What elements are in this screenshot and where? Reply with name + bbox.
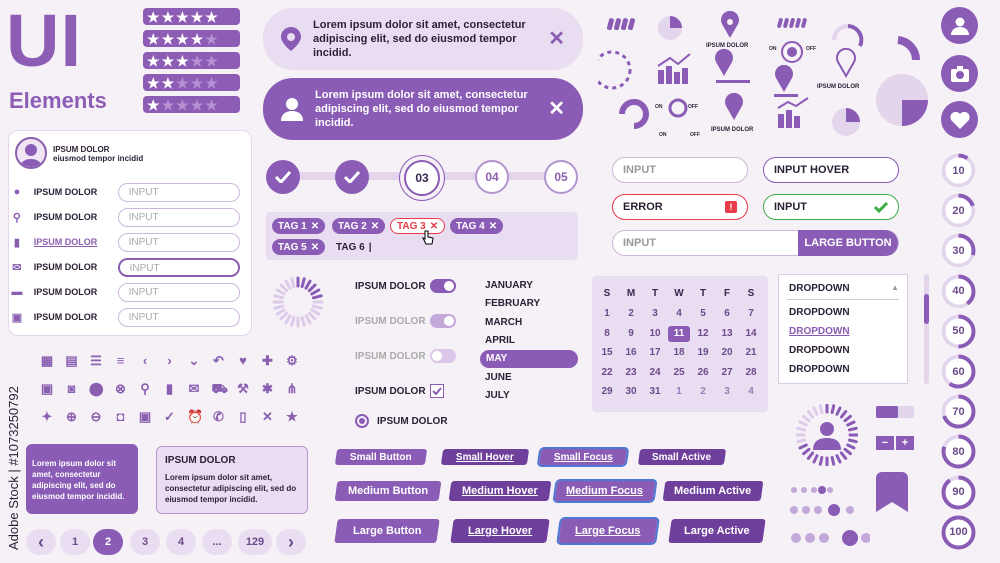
error-icon: !	[725, 201, 737, 213]
close-icon[interactable]: ✕	[370, 220, 380, 232]
page-title: UI	[6, 0, 82, 82]
text-input[interactable]: INPUT	[118, 233, 240, 252]
calendar-day[interactable]: 27	[721, 366, 733, 378]
chat-icon: ▬	[11, 286, 23, 298]
page-subtitle: Elements	[9, 88, 107, 113]
calendar-day[interactable]: 12	[697, 327, 709, 339]
calendar-day[interactable]: 19	[697, 347, 709, 358]
tag-chip[interactable]: TAG 2 ✕	[332, 218, 385, 234]
dropdown-option[interactable]: DROPDOWN	[789, 345, 850, 356]
tag-chip-error[interactable]: TAG 3 ✕	[390, 218, 445, 234]
star-rating[interactable]	[143, 96, 240, 113]
star-rating[interactable]	[143, 8, 240, 25]
radio-row[interactable]: IPSUM DOLOR	[355, 414, 448, 428]
minus-circle-icon[interactable]: ⊖	[90, 409, 102, 424]
calendar-day[interactable]: 20	[721, 347, 733, 358]
progress-circle: 50	[941, 314, 976, 349]
progress-circle: 20	[941, 193, 976, 228]
notification-text: Lorem ipsum dolor sit amet, consectetur adipiscing elit, sed do eiusmod tempor incidid.	[313, 19, 526, 59]
check-icon	[874, 202, 888, 213]
toggle-row[interactable]: IPSUM DOLOR	[355, 279, 456, 293]
weekday-header: T	[699, 288, 707, 299]
toggle-row[interactable]: IPSUM DOLOR	[355, 314, 456, 328]
star-icon[interactable]: ★	[147, 74, 160, 91]
small-button[interactable]: Small Button	[335, 449, 427, 465]
tag-chip[interactable]: TAG 5 ✕	[272, 239, 325, 255]
notification-light	[263, 8, 583, 70]
alarm-icon[interactable]: ⏰	[187, 409, 204, 424]
lock-icon[interactable]: ▣	[138, 409, 152, 424]
calendar-day[interactable]: 8	[604, 327, 610, 339]
star-icon[interactable]: ★	[190, 52, 204, 69]
field-label: IPSUM DOLOR	[33, 312, 98, 322]
star-icon[interactable]: ★	[205, 8, 218, 25]
calendar-day[interactable]: 31	[649, 386, 661, 397]
field-label: IPSUM DOLOR	[33, 212, 98, 222]
chevron-right-icon[interactable]: ›	[167, 353, 172, 368]
chevron-down-icon[interactable]: ⌄	[188, 353, 200, 368]
small-button-focus[interactable]: Small Focus	[539, 449, 627, 465]
pagination-page[interactable]: 1	[60, 529, 90, 555]
calendar	[592, 276, 768, 412]
camera-icon[interactable]: ◙	[67, 381, 76, 396]
pagination-page[interactable]: 4	[166, 529, 196, 555]
star-icon[interactable]: ★	[190, 74, 204, 91]
star-icon[interactable]: ★	[147, 30, 160, 47]
check-icon	[432, 387, 442, 395]
calendar-day[interactable]: 3	[652, 308, 658, 319]
calendar-day[interactable]: 22	[601, 366, 613, 378]
user-avatar-button[interactable]	[941, 7, 978, 44]
apps-icon[interactable]: ▤	[65, 353, 78, 368]
mail-icon[interactable]: ✉	[188, 381, 200, 396]
weekday-header: M	[626, 288, 636, 299]
text-input-valid[interactable]: INPUT	[763, 194, 899, 220]
wrench-icon[interactable]: ⚒	[237, 381, 249, 396]
calendar-day[interactable]: 11	[668, 326, 690, 342]
star-icon[interactable]: ★	[205, 30, 218, 47]
progress-circle: 10	[941, 153, 976, 188]
weekday-header: S	[603, 288, 611, 299]
star-icon[interactable]: ★	[176, 30, 189, 47]
pagination-page[interactable]: 2	[93, 529, 123, 555]
text-input[interactable]: INPUT	[118, 283, 240, 302]
user-icon	[281, 97, 303, 121]
dropdown-menu[interactable]	[778, 274, 908, 384]
watermark-text: Adobe Stock | #1073250792	[6, 386, 21, 550]
medium-button-active[interactable]: Medium Active	[663, 481, 764, 501]
user-icon	[951, 17, 969, 35]
star-icon[interactable]: ★	[286, 409, 298, 424]
star-rating[interactable]	[143, 74, 240, 91]
undo-icon[interactable]: ↶	[213, 353, 224, 368]
month-option[interactable]: MARCH	[485, 316, 523, 328]
step-complete[interactable]	[266, 160, 300, 194]
progress-circle: 60	[941, 354, 976, 389]
star-icon[interactable]: ★	[190, 96, 204, 113]
star-icon[interactable]: ★	[176, 74, 189, 91]
notification-dark	[263, 78, 583, 140]
month-option[interactable]: APRIL	[485, 334, 515, 346]
search-icon[interactable]: ⚲	[140, 381, 150, 396]
close-icon[interactable]: ✕	[310, 220, 320, 232]
location-icon[interactable]: ⬤	[89, 381, 104, 396]
calendar-day[interactable]: 2	[628, 308, 634, 319]
progress-circle: 100	[941, 515, 976, 550]
medium-button-hover[interactable]: Medium Hover	[449, 481, 552, 501]
weekday-header: F	[723, 288, 731, 299]
calendar-day[interactable]: 15	[601, 347, 613, 358]
check-icon	[275, 171, 291, 183]
off-label: OFF	[688, 104, 698, 110]
month-option[interactable]: JUNE	[485, 371, 512, 383]
heart-icon[interactable]: ♥	[239, 353, 247, 368]
loading-spinner-icon	[272, 276, 324, 328]
calendar-day[interactable]: 4	[676, 308, 682, 319]
large-button-hover[interactable]: Large Hover	[450, 519, 549, 543]
form-row	[10, 232, 240, 252]
on-label: ON	[655, 104, 663, 110]
star-icon[interactable]: ★	[161, 8, 175, 25]
dropdown-option[interactable]: DROPDOWN	[789, 364, 850, 375]
gear-icon[interactable]: ⚙	[286, 353, 298, 368]
cart-icon[interactable]: ⛟	[211, 381, 228, 396]
progress-circle: 30	[941, 233, 976, 268]
progress-circle: 80	[941, 434, 976, 469]
text-input[interactable]: INPUT	[118, 208, 240, 227]
progress-circle: 40	[941, 274, 976, 309]
star-icon[interactable]: ★	[176, 52, 189, 69]
progress-bar	[876, 406, 914, 418]
step-current[interactable]: 03	[404, 160, 440, 196]
settings-icon[interactable]: ✱	[262, 381, 273, 396]
bookmark-icon	[876, 472, 908, 512]
mail-icon: ✉	[12, 261, 22, 274]
calendar-day[interactable]: 14	[745, 327, 757, 339]
field-label: IPSUM DOLOR	[33, 187, 98, 197]
calendar-day[interactable]: 7	[748, 308, 754, 319]
scrollbar-track[interactable]	[924, 274, 929, 384]
tag-chip[interactable]: TAG 1 ✕	[272, 218, 325, 234]
close-icon[interactable]: ✕	[310, 241, 320, 253]
phone-icon[interactable]: ✆	[213, 409, 224, 424]
field-label: IPSUM DOLOR	[33, 262, 98, 272]
input-with-button[interactable]: INPUT LARGE BUTTON	[612, 230, 899, 256]
step-upcoming[interactable]: 05	[544, 160, 578, 194]
pagination-dots[interactable]	[790, 484, 870, 550]
check-icon	[344, 171, 360, 183]
weekday-header: S	[747, 288, 755, 299]
minus-button[interactable]: −	[876, 436, 894, 450]
star-icon[interactable]: ★	[147, 96, 160, 113]
map-label: IPSUM DOLOR	[711, 127, 754, 133]
calendar-day[interactable]: 26	[697, 366, 709, 378]
sparkle-icon[interactable]: ✦	[41, 409, 53, 424]
star-icon[interactable]: ★	[190, 8, 204, 25]
small-button-active[interactable]: Small Active	[638, 449, 726, 465]
text-input[interactable]: INPUT	[118, 183, 240, 202]
calendar-day[interactable]: 9	[628, 327, 634, 339]
scrollbar-thumb[interactable]	[924, 294, 929, 324]
map-label: IPSUM DOLOR	[706, 43, 749, 49]
star-icon[interactable]: ★	[190, 30, 204, 47]
form-row	[10, 282, 240, 302]
checkbox[interactable]	[430, 384, 444, 398]
toggle-row[interactable]: IPSUM DOLOR	[355, 349, 456, 363]
bar-chart-icon[interactable]: ▮	[165, 381, 174, 396]
star-icon[interactable]: ★	[161, 30, 175, 47]
star-icon[interactable]: ★	[205, 74, 218, 91]
star-icon[interactable]: ★	[205, 52, 218, 69]
tag-input-area[interactable]	[266, 212, 578, 260]
weekday-header: W	[674, 288, 684, 299]
pagination-page[interactable]: ...	[202, 529, 232, 555]
text-input-hover[interactable]: INPUT HOVER	[763, 157, 899, 183]
text-input[interactable]: INPUT	[118, 308, 240, 327]
calendar-day[interactable]: 1	[676, 386, 682, 397]
star-icon[interactable]: ★	[161, 96, 175, 113]
star-icon[interactable]: ★	[147, 52, 160, 69]
bag-icon[interactable]: ◘	[116, 409, 125, 424]
star-icon[interactable]: ★	[161, 74, 175, 91]
dropdown-option-hover[interactable]: DROPDOWN	[789, 326, 850, 337]
on-label: ON	[769, 46, 777, 52]
off-label: OFF	[690, 132, 700, 138]
calendar-day[interactable]: 24	[649, 366, 661, 378]
star-icon[interactable]: ★	[147, 8, 160, 25]
chevron-left-icon[interactable]: ‹	[142, 353, 148, 368]
menu-icon[interactable]: ≡	[116, 353, 125, 368]
puzzle-icon[interactable]: ✚	[262, 353, 273, 368]
calendar-day[interactable]: 25	[673, 366, 685, 378]
calendar-day[interactable]: 5	[700, 308, 706, 319]
calendar-day[interactable]: 28	[745, 366, 757, 378]
calendar-day[interactable]: 23	[625, 366, 637, 378]
step-complete[interactable]	[335, 160, 369, 194]
camera-icon	[951, 66, 969, 82]
share-icon[interactable]: ⋔	[286, 381, 298, 396]
chevron-up-icon: ▲	[891, 283, 899, 292]
decorative-icons	[598, 10, 928, 140]
quantity-stepper[interactable]	[876, 436, 914, 450]
location-pin-icon	[281, 27, 301, 51]
calendar-day[interactable]: 17	[649, 347, 661, 358]
image-icon[interactable]: ▣	[40, 381, 54, 396]
mobile-icon[interactable]: ▯	[239, 409, 247, 424]
text-input[interactable]: INPUT	[612, 157, 748, 183]
lock-icon: ▣	[11, 311, 23, 324]
star-icon[interactable]: ★	[205, 96, 218, 113]
search-icon: ⚲	[12, 211, 21, 224]
progress-circle: 70	[941, 394, 976, 429]
field-label: IPSUM DOLOR	[33, 287, 98, 297]
large-button[interactable]: LARGE BUTTON	[798, 230, 898, 256]
bar-chart-icon: ▮	[13, 236, 20, 249]
list-icon[interactable]: ☰	[90, 353, 102, 368]
calendar-day[interactable]: 29	[601, 386, 613, 397]
avatar	[15, 137, 47, 169]
close-icon[interactable]: ✕	[548, 98, 565, 120]
calendar-day[interactable]: 4	[748, 386, 754, 397]
calendar-day[interactable]: 6	[724, 308, 730, 319]
large-button[interactable]: Large Button	[334, 519, 439, 543]
close-icon[interactable]: ✕	[262, 409, 273, 424]
month-option[interactable]: FEBRUARY	[485, 298, 541, 310]
toggle-switch-off[interactable]	[430, 349, 456, 363]
month-option[interactable]: MAY	[480, 350, 578, 368]
step-upcoming[interactable]: 04	[475, 160, 509, 194]
map-label: IPSUM DOLOR	[817, 84, 860, 90]
cursor-hand-icon	[422, 230, 434, 246]
dropdown-header[interactable]: DROPDOWN	[789, 283, 850, 294]
close-icon[interactable]: ✕	[429, 220, 439, 232]
profile-name: IPSUM DOLOR	[53, 145, 110, 154]
weekday-header: T	[651, 288, 659, 299]
plus-circle-icon[interactable]: ⊕	[66, 409, 77, 424]
month-option[interactable]: JULY	[485, 389, 510, 401]
toggle-switch-disabled-on	[430, 314, 456, 328]
calendar-day[interactable]: 21	[745, 347, 757, 358]
star-icon[interactable]: ★	[161, 52, 175, 69]
form-row	[10, 182, 240, 202]
progress-circle: 90	[941, 475, 976, 510]
calendar-day[interactable]: 3	[724, 386, 730, 397]
medium-button-focus[interactable]: Medium Focus	[555, 481, 656, 501]
plus-button[interactable]: +	[896, 436, 914, 450]
small-button-hover[interactable]: Small Hover	[441, 449, 529, 465]
star-icon[interactable]: ★	[176, 8, 189, 25]
dropdown-option[interactable]: DROPDOWN	[789, 307, 850, 318]
grid-icon[interactable]: ▦	[40, 353, 54, 368]
pagination-next[interactable]: ›	[276, 529, 306, 555]
form-row	[10, 307, 240, 327]
large-button-focus[interactable]: Large Focus	[558, 519, 657, 543]
profile-loader-icon	[796, 404, 858, 466]
calendar-day[interactable]: 1	[604, 308, 610, 319]
field-label[interactable]: IPSUM DOLOR	[33, 237, 98, 247]
month-option[interactable]: JANUARY	[485, 280, 533, 291]
pagination-page[interactable]: 3	[130, 529, 160, 555]
star-rating[interactable]	[143, 52, 240, 69]
close-icon[interactable]: ✕	[488, 220, 498, 232]
star-rating[interactable]	[143, 30, 240, 47]
off-label: OFF	[806, 46, 816, 52]
toggle-switch-on[interactable]	[430, 279, 456, 293]
text-input[interactable]: INPUT	[118, 258, 240, 277]
calendar-day[interactable]: 18	[673, 347, 685, 358]
medium-button[interactable]: Medium Button	[335, 481, 442, 501]
profile-subtitle: eiusmod tempor incidid	[53, 154, 144, 163]
checkbox-row[interactable]: IPSUM DOLOR	[355, 384, 444, 398]
form-row	[10, 207, 240, 227]
tooltip-dark: Lorem ipsum dolor sit amet, consectetur adipiscing elit, sed do eiusmod tempor incidid.	[26, 444, 138, 514]
calendar-day[interactable]: 30	[625, 386, 637, 397]
user-icon: ●	[13, 186, 21, 198]
form-row	[10, 257, 240, 277]
star-icon[interactable]: ★	[176, 96, 189, 113]
check-icon[interactable]: ✓	[164, 409, 175, 424]
tag-typing[interactable]: TAG 6 |	[336, 241, 372, 253]
large-button-active[interactable]: Large Active	[668, 519, 765, 543]
close-icon[interactable]: ✕	[548, 28, 565, 50]
heart-icon	[950, 111, 970, 129]
pagination-page[interactable]: 129	[238, 529, 272, 555]
close-circle-icon[interactable]: ⊗	[115, 381, 126, 396]
notification-text: Lorem ipsum dolor sit amet, consectetur adipiscing elit, sed do eiusmod tempor incidid.	[315, 89, 528, 129]
favorite-button[interactable]	[941, 101, 978, 138]
pagination-prev[interactable]: ‹	[26, 529, 56, 555]
calendar-day[interactable]: 13	[721, 327, 733, 339]
text-input-error[interactable]: ERROR !	[612, 194, 748, 220]
calendar-day[interactable]: 2	[700, 386, 706, 397]
radio-button[interactable]	[355, 414, 369, 428]
tag-chip[interactable]: TAG 4 ✕	[450, 218, 503, 234]
calendar-day[interactable]: 10	[649, 327, 661, 339]
tooltip-light: IPSUM DOLOR Lorem ipsum dolor sit amet, consectetur adipiscing elit, sed do eiusmod tempor incidid.	[156, 446, 308, 514]
calendar-day[interactable]: 16	[625, 347, 637, 358]
camera-button[interactable]	[941, 55, 978, 92]
on-label: ON	[659, 132, 667, 138]
